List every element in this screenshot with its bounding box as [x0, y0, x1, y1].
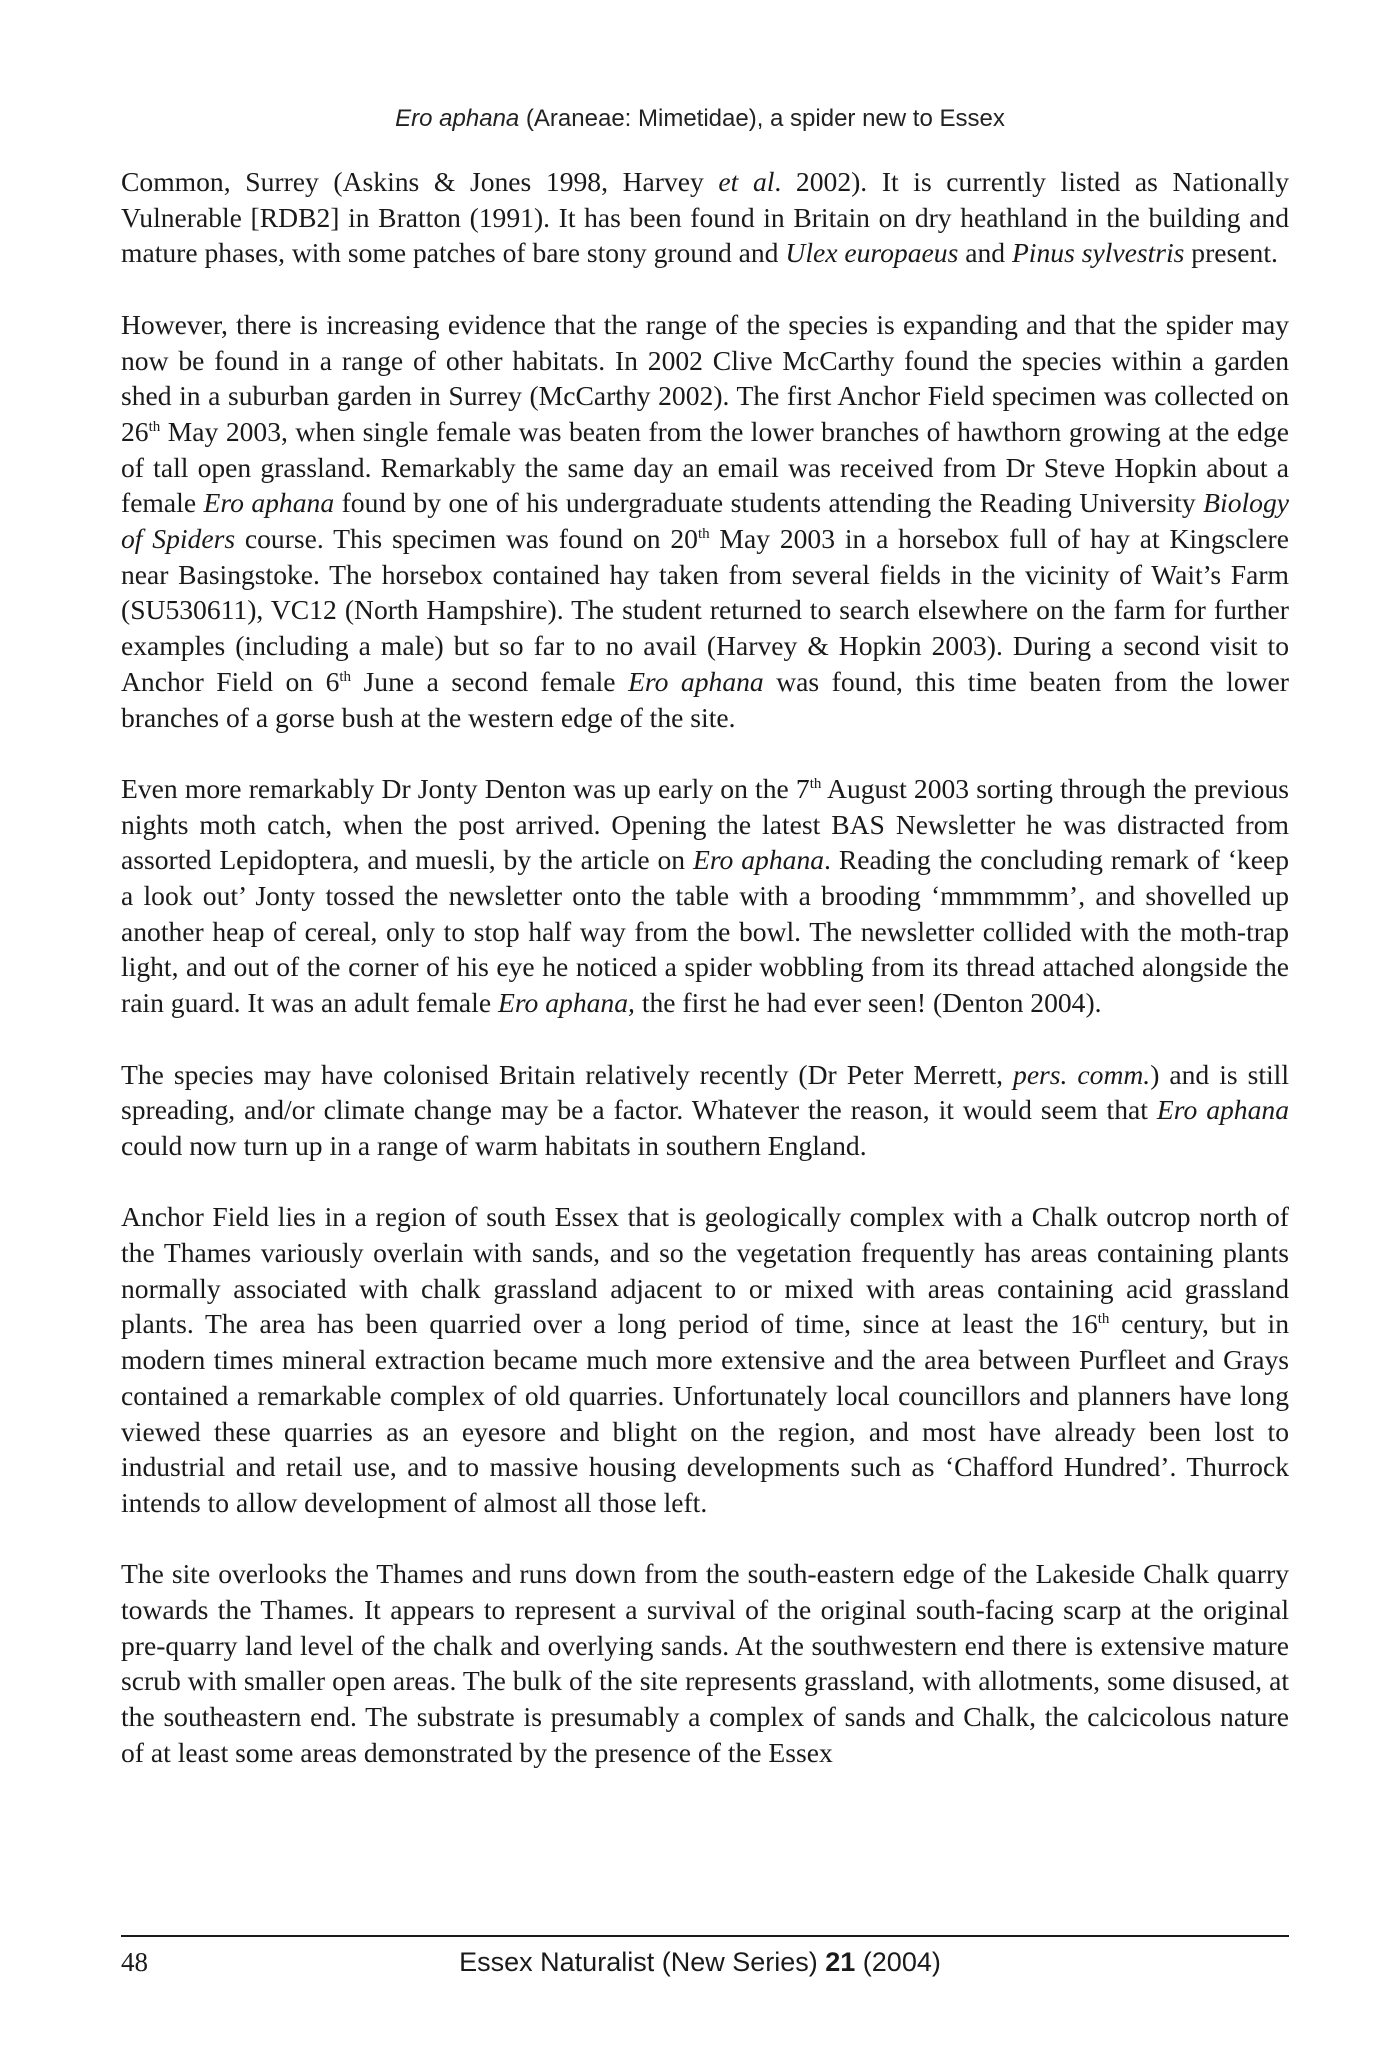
italic-run: pers. comm.	[1013, 1058, 1151, 1090]
text-run: August 2003 sorting through the previous nights moth catch, when the post arrived. Opening the latest BAS Newsletter he was distracted from assorted Lepidoptera, and muesli, by the article on	[121, 772, 1289, 876]
text-run: found by one of his undergraduate students attending the Reading University	[334, 487, 1204, 519]
paragraph-6	[121, 1556, 1289, 1770]
journal-name: Essex Naturalist (New Series)	[459, 1947, 826, 1977]
text-run: present.	[1184, 237, 1278, 269]
running-head	[0, 104, 1400, 134]
article-body	[121, 164, 1289, 1771]
species-name: Ero aphana	[692, 844, 825, 876]
text-run: was found, this time beaten from the lower branches of a gorse bush at the western edge of the site.	[121, 665, 1289, 733]
text-run: June a second female	[351, 665, 629, 697]
running-head-species: Ero aphana	[395, 105, 520, 132]
text-run: Common, Surrey (Askins & Jones 1998, Harvey	[121, 166, 719, 197]
text-run: century, but in modern times mineral extraction became much more extensive and the area between Purfleet and Grays contained a remarkable complex of old quarries. Unfortunately local councillors and planners have long viewed these quarries as an eyesore and blight on the region, and most have already been lost to industrial and retail use, and to massive housing developments such as ‘Chafford Hundred’. Thurrock intends to allow development of almost all those left.	[121, 1308, 1289, 1518]
italic-run: et al	[718, 166, 775, 197]
paragraph-4	[121, 1057, 1289, 1164]
text-run: The site overlooks the Thames and runs down from the south-eastern edge of the Lakeside Chalk quarry towards the Thames. It appears to represent a survival of the original south-facing scarp at the original pre-quarry land level of the chalk and overlying sands. At the southwestern end there is extensive mature scrub with smaller open areas. The bulk of the site represents grassland, with allotments, some disused, at the southeastern end. The substrate is presumably a complex of sands and Chalk, the calcicolous nature of at least some areas demonstrated by the presence of the Essex	[121, 1558, 1289, 1768]
paragraph-2	[121, 307, 1289, 735]
species-name: Ero aphana	[628, 665, 764, 697]
paragraph-5	[121, 1199, 1289, 1520]
ordinal-suffix: th	[809, 775, 822, 792]
text-run: However, there is increasing evidence that the range of the species is expanding and that the spider may now be found in a range of other habitats. In 2002 Clive McCarthy found the species within a garden shed in a suburban garden in Surrey (McCarthy 2002). The first Anchor Field specimen was collected on 26	[121, 308, 1289, 447]
species-name: Ulex europaeus	[785, 237, 959, 269]
footer-divider	[121, 1935, 1289, 1937]
paragraph-3	[121, 771, 1289, 1021]
journal-citation	[0, 1946, 1400, 1978]
ordinal-suffix: th	[339, 668, 352, 685]
text-run: May 2003 in a horsebox full of hay at Kingsclere near Basingstoke. The horsebox contained hay taken from several fields in the vicinity of Wait’s Farm (SU530611), VC12 (North Hampshire). The student returned to search elsewhere on the farm for further examples (including a male) but so far to no avail (Harvey & Hopkin 2003). During a second visit to Anchor Field on 6	[121, 523, 1289, 697]
text-run: the first he had ever seen! (Denton 2004).	[634, 987, 1102, 1019]
ordinal-suffix: th	[148, 418, 161, 435]
ordinal-suffix: th	[697, 525, 710, 542]
text-run: Even more remarkably Dr Jonty Denton was up early on the 7	[121, 772, 810, 804]
ordinal-suffix: th	[1097, 1311, 1110, 1328]
species-name: Ero aphana,	[497, 987, 635, 1019]
journal-year: (2004)	[855, 1947, 941, 1977]
running-head-rest: (Araneae: Mimetidae), a spider new to Essex	[519, 105, 1005, 132]
text-run: ) and is still spreading, and/or climate change may be a factor. Whatever the reason, it would seem that	[121, 1058, 1289, 1126]
paragraph-1	[121, 164, 1289, 271]
text-run: could now turn up in a range of warm habitats in southern England.	[121, 1129, 867, 1161]
journal-volume: 21	[825, 1947, 856, 1977]
text-run: Anchor Field lies in a region of south Essex that is geologically complex with a Chalk outcrop north of the Thames variously overlain with sands, and so the vegetation frequently has areas containing plants normally associated with chalk grassland adjacent to or mixed with areas containing acid grassland plants. The area has been quarried over a long period of time, since at least the 16	[121, 1201, 1289, 1340]
species-name: Ero aphana	[203, 487, 335, 519]
text-run: course. This specimen was found on 20	[235, 523, 698, 555]
text-run: . Reading the concluding remark of ‘keep a look out’ Jonty tossed the newsletter onto the table with a brooding ‘mmmmmm’, and shovelled up another heap of cereal, only to stop half way from the bowl. The newsletter collided with the moth-trap light, and out of the corner of his eye he noticed a spider wobbling from its thread attached alongside the rain guard. It was an adult female	[121, 844, 1290, 1019]
text-run: . 2002). It is currently listed as Nationally Vulnerable [RDB2] in Bratton (1991). It has been found in Britain on dry heathland in the building and mature phases, with some patches of bare stony ground and	[121, 166, 1289, 269]
species-name: Pinus sylvestris	[1011, 237, 1185, 269]
course-title: Biology of Spiders	[121, 487, 1289, 555]
page-number: 48	[121, 1947, 148, 1977]
species-name: Ero aphana	[1156, 1094, 1289, 1126]
text-run: The species may have colonised Britain relatively recently (Dr Peter Merrett,	[121, 1058, 1014, 1090]
text-run: May 2003, when single female was beaten from the lower branches of hawthorn growing at the edge of tall open grassland. Remarkably the same day an email was received from Dr Steve Hopkin about a female	[121, 415, 1289, 519]
text-run: and	[958, 237, 1012, 269]
